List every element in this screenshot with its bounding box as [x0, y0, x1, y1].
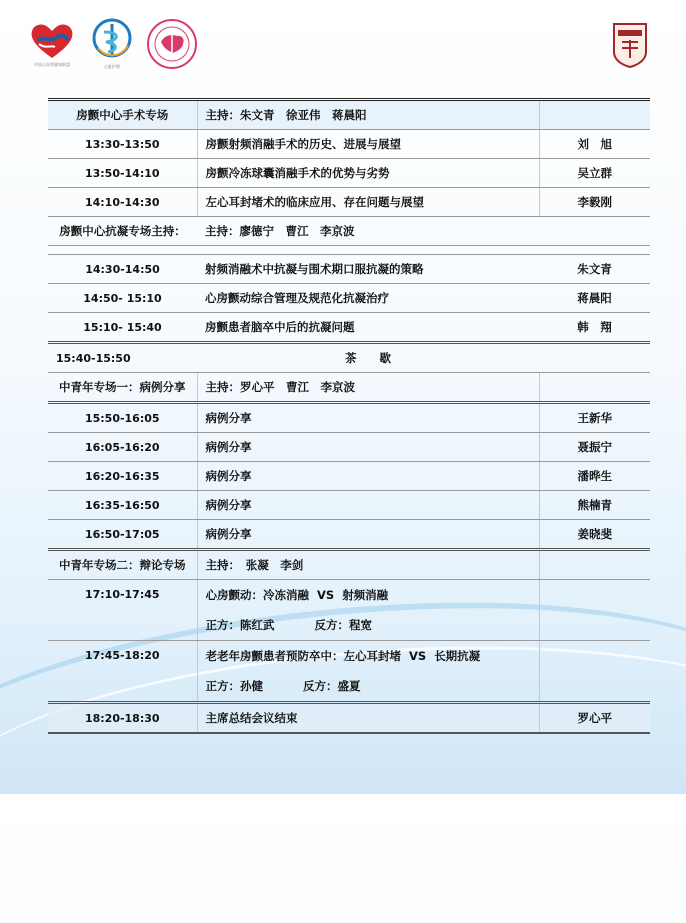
spacer-cell: [48, 246, 650, 255]
logo2-caption: 心脏护理: [104, 64, 120, 69]
speaker-cell: 吴立群: [539, 159, 650, 188]
debate-topic-a: 心房颤动：冷冻消融: [205, 588, 309, 602]
empty-cell: [539, 343, 650, 373]
debate-sides: [197, 671, 539, 703]
table-row: [48, 284, 650, 313]
topic-cell: 左心耳封堵术的临床应用、存在问题与展望: [197, 188, 539, 217]
speaker-cell: 蒋晨阳: [539, 284, 650, 313]
map-seal-icon: [146, 18, 198, 70]
speaker-cell: 王新华: [539, 403, 650, 433]
pro-side: 正方：陈红武: [205, 618, 275, 632]
speaker-cell: 刘 旭: [539, 130, 650, 159]
session-header-surgery: [48, 100, 650, 130]
time-cell: 15:40-15:50: [48, 343, 197, 373]
time-cell: 13:30-13:50: [48, 130, 197, 159]
speaker-cell: 熊楠青: [539, 491, 650, 520]
hospital-badge-logo: [612, 22, 648, 68]
table-row: [48, 491, 650, 520]
debate-row: [48, 580, 650, 611]
empty-cell: [539, 550, 650, 580]
speaker-cell: 朱文青: [539, 255, 650, 284]
debate-topic-a: 老老年房颤患者预防卒中：左心耳封堵: [205, 649, 401, 663]
topic-cell: 房颤冷冻球囊消融手术的优势与劣势: [197, 159, 539, 188]
debate-topic: [197, 580, 539, 611]
table-row: [48, 520, 650, 550]
time-cell: 15:10- 15:40: [48, 313, 197, 343]
topic-cell: 病例分享: [197, 491, 539, 520]
tea-break-row: [48, 343, 650, 373]
empty-cell: [539, 373, 650, 403]
session-header-anticoag: [48, 217, 650, 246]
topic-cell: 心房颤动综合管理及规范化抗凝治疗: [197, 284, 539, 313]
af-center-logo: [146, 18, 198, 70]
vs-label: VS: [317, 588, 335, 602]
session-header-debate: [48, 550, 650, 580]
empty-cell: [539, 100, 650, 130]
debate-topic-b: 射频消融: [342, 588, 389, 602]
heart-hands-icon: [29, 22, 75, 60]
time-cell: 16:50-17:05: [48, 520, 197, 550]
session-header-cases: [48, 373, 650, 403]
con-side: 反方：盛夏: [303, 679, 361, 693]
debate-sides: [197, 610, 539, 641]
topic-cell: 病例分享: [197, 520, 539, 550]
spacer-row: [48, 246, 650, 255]
speaker-cell: 李毅刚: [539, 188, 650, 217]
table-row: [48, 433, 650, 462]
tea-break-label: 茶 歇: [197, 343, 539, 373]
session-title: 中青年专场二：辩论专场: [48, 550, 197, 580]
topic-cell: 病例分享: [197, 403, 539, 433]
topic-cell: 房颤射频消融手术的历史、进展与展望: [197, 130, 539, 159]
session-title: 房颤中心抗凝专场主持：: [48, 217, 197, 246]
speaker-cell: 罗心平: [539, 703, 650, 734]
session-title: 房颤中心手术专场: [48, 100, 197, 130]
table-row: [48, 255, 650, 284]
time-cell: 16:35-16:50: [48, 491, 197, 520]
time-cell: 13:50-14:10: [48, 159, 197, 188]
speaker-cell: 姜晓斐: [539, 520, 650, 550]
time-cell: 14:30-14:50: [48, 255, 197, 284]
schedule-table: [48, 98, 650, 734]
topic-cell: 病例分享: [197, 433, 539, 462]
time-cell: 18:20-18:30: [48, 703, 197, 734]
empty-cell: [539, 641, 650, 703]
time-cell: 14:10-14:30: [48, 188, 197, 217]
speaker-cell: 潘晔生: [539, 462, 650, 491]
debate-topic-b: 长期抗凝: [434, 649, 481, 663]
topic-cell: 主席总结会议结束: [197, 703, 539, 734]
heart-health-alliance-logo: [26, 22, 78, 68]
time-cell: 15:50-16:05: [48, 403, 197, 433]
session-title: 中青年专场一：病例分享: [48, 373, 197, 403]
badge-shield-icon: [612, 22, 648, 68]
topic-cell: 房颤患者脑卒中后的抗凝问题: [197, 313, 539, 343]
vs-label: VS: [409, 649, 427, 663]
closing-row: [48, 703, 650, 734]
caduceus-icon: [92, 18, 132, 62]
table-row: [48, 462, 650, 491]
empty-cell: [539, 580, 650, 641]
time-cell: 16:20-16:35: [48, 462, 197, 491]
time-cell: 17:45-18:20: [48, 641, 197, 703]
table-row: [48, 130, 650, 159]
table-row: [48, 403, 650, 433]
debate-row: [48, 641, 650, 672]
logo-bar: [0, 14, 686, 84]
time-cell: 17:10-17:45: [48, 580, 197, 641]
speaker-cell: 韩 翔: [539, 313, 650, 343]
speaker-cell: 聂振宁: [539, 433, 650, 462]
logo1-caption: 中国心血管健康联盟: [34, 62, 70, 67]
time-cell: 14:50- 15:10: [48, 284, 197, 313]
heart-care-logo: [92, 18, 132, 70]
topic-cell: 射频消融术中抗凝与围术期口服抗凝的策略: [197, 255, 539, 284]
con-side: 反方：程宽: [314, 618, 372, 632]
topic-cell: 病例分享: [197, 462, 539, 491]
table-row: [48, 159, 650, 188]
session-chair: 主持：罗心平 曹江 李京波: [197, 373, 539, 403]
debate-topic: [197, 641, 539, 672]
pro-side: 正方：孙健: [205, 679, 263, 693]
session-chair: 主持：廖德宁 曹江 李京波: [197, 217, 650, 246]
session-chair: 主持： 张凝 李剑: [197, 550, 539, 580]
time-cell: 16:05-16:20: [48, 433, 197, 462]
session-chair: 主持：朱文青 徐亚伟 蒋晨阳: [197, 100, 539, 130]
table-row: [48, 188, 650, 217]
table-row: [48, 313, 650, 343]
